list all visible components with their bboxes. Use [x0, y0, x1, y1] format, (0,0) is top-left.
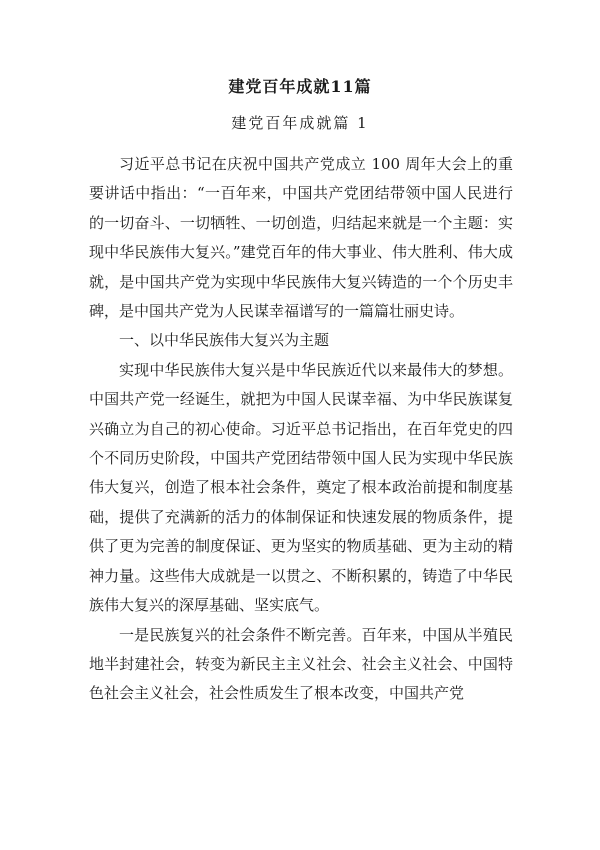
paragraph-intro: 习近平总书记在庆祝中国共产党成立 100 周年大会上的重要讲话中指出：“一百年来，中国共产党团结带领中国人民进行的一切奋斗、一切牺牲、一切创造，归结起来就是一个主题：实现中华民族伟大复兴。”建党百年的伟大事业、伟大胜利、伟大成就，是中国共产党为实现中华民族伟大复兴铸造的一个个历史丰碑，是中国共产党为人民谋幸福谱写的一篇篇壮丽史诗。: [89, 155, 513, 321]
paragraph-revival-dream: 实现中华民族伟大复兴是中华民族近代以来最伟大的梦想。中国共产党一经诞生，就把为中国人民谋幸福、为中华民族谋复兴确立为自己的初心使命。习近平总书记指出，在百年党史的四个不同历史阶段，中国共产党团结带领中国人民为实现中华民族伟大复兴，创造了根本社会条件，奠定了根本政治前提和制度基础，提供了充满新的活力的体制保证和快速发展的物质条件，提供了更为完善的制度保证、更为坚实的物质基础、更为主动的精神力量。这些伟大成就是一以贯之、不断积累的，铸造了中华民族伟大复兴的深厚基础、坚实底气。: [89, 360, 513, 615]
document-subtitle: 建党百年成就篇 1: [231, 114, 369, 132]
section-heading: 一、以中华民族伟大复兴为主题: [119, 331, 330, 350]
document-title: 建党百年成就11篇: [228, 77, 372, 96]
paragraph-social-conditions: 一是民族复兴的社会条件不断完善。百年来，中国从半殖民地半封建社会，转变为新民主主义社会、社会主义社会、中国特色社会主义社会，社会性质发生了根本改变，中国共产党: [89, 625, 513, 703]
document-body: [89, 150, 513, 709]
